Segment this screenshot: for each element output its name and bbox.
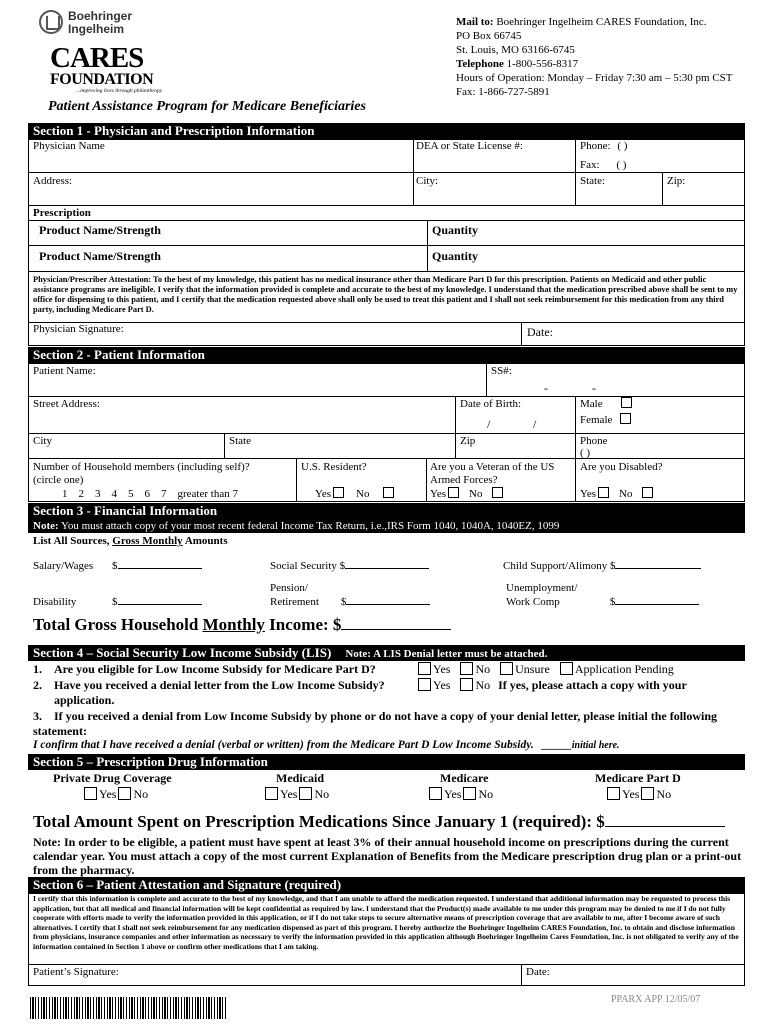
medicare-yes-checkbox[interactable] [429, 787, 442, 800]
veteran-yes-checkbox[interactable] [448, 487, 459, 498]
mail-to-block [456, 15, 733, 99]
medicare-part-d-options: Yes No [605, 787, 671, 802]
medicaid-yes-checkbox[interactable] [265, 787, 278, 800]
medicare-part-d-label: Medicare Part D [595, 771, 681, 785]
physician-phone-label: Phone: ( ) [580, 140, 628, 152]
section5-header: Section 5 – Prescription Drug Information [28, 754, 745, 770]
patient-name-label: Patient Name: [33, 365, 96, 377]
patient-zip-label: Zip [460, 435, 476, 447]
pension-label-1: Pension/ [270, 582, 308, 594]
q2-yes-checkbox[interactable] [418, 678, 431, 691]
us-resident-label: U.S. Resident? [301, 461, 367, 473]
disabled-options: Yes No [580, 487, 655, 500]
patient-date-label: Date: [526, 966, 550, 978]
section1-header: Section 1 - Physician and Prescription Information [28, 123, 745, 139]
veteran-options: Yes No [430, 487, 505, 500]
company-line2: Ingelheim [68, 22, 125, 36]
lis-question-2-cont: application. [54, 693, 115, 707]
household-members-label: Number of Household members (including self)? [33, 461, 250, 473]
medicare-label: Medicare [440, 771, 489, 785]
us-resident-options: Yes No [315, 487, 396, 500]
ssn-dash-2: - [592, 381, 596, 395]
boehringer-seal-icon [39, 10, 63, 34]
physician-zip-label: Zip: [667, 175, 686, 187]
physician-date-label: Date: [527, 325, 553, 339]
veteran-label-2: Armed Forces? [430, 474, 498, 486]
medicaid-options: Yes No [263, 787, 329, 802]
medicaid-label: Medicaid [276, 771, 324, 785]
quantity-label-1: Quantity [432, 223, 479, 237]
private-yes-checkbox[interactable] [84, 787, 97, 800]
foundation-logo: FOUNDATION [50, 71, 154, 88]
section3-header: Section 3 - Financial Information [28, 503, 745, 519]
physician-signature-label: Physician Signature: [33, 323, 124, 335]
child-support-field[interactable]: Child Support/Alimony $ [503, 560, 701, 572]
disabled-label: Are you Disabled? [580, 461, 663, 473]
logo-tagline: ...improving lives through philanthropy [76, 88, 163, 94]
disability-label: Disability [33, 596, 77, 608]
telephone-number: 1-800-556-8317 [506, 58, 579, 70]
lis-question-1-options: Yes No Unsure Application Pending [416, 662, 674, 677]
mail-city: St. Louis, MO 63166-6745 [456, 44, 575, 56]
physician-fax-label: Fax: ( ) [580, 159, 627, 171]
social-security-field[interactable]: Social Security $ [270, 560, 429, 572]
dea-license-label: DEA or State License #: [416, 140, 523, 152]
lis-confirm-statement[interactable]: I confirm that I have received a denial (verbal or written) from the Medicare Part D Low Income Subsidy. ______initial here. [33, 739, 620, 751]
patient-phone-paren: ( ) [580, 447, 591, 459]
quantity-label-2: Quantity [432, 249, 479, 263]
list-sources-label: List All Sources, Gross Monthly Amounts [33, 535, 228, 547]
female-option: Female [580, 413, 633, 426]
pension-field[interactable]: Retirement $ [270, 596, 430, 608]
salary-wages-label: Salary/Wages [33, 560, 94, 572]
mail-to-org: Boehringer Ingelheim CARES Foundation, Inc. [496, 16, 707, 28]
company-line1: Boehringer [68, 9, 133, 23]
dob-slash-1: / [487, 417, 491, 431]
q1-pending-checkbox[interactable] [560, 662, 573, 675]
dob-label: Date of Birth: [460, 398, 522, 410]
section4-header: Section 4 – Social Security Low Income Subsidy (LIS) Note: A LIS Denial letter must be attached. [28, 645, 745, 661]
lis-question-2-options: Yes No If yes, please attach a copy with your [416, 678, 687, 693]
dob-slash-2: / [533, 417, 537, 431]
barcode-icon [30, 997, 226, 1019]
company-logo [68, 10, 132, 36]
unemployment-field[interactable]: Work Comp $ [506, 596, 699, 608]
partd-no-checkbox[interactable] [641, 787, 654, 800]
patient-signature-label: Patient’s Signature: [33, 966, 119, 978]
male-checkbox[interactable] [621, 397, 632, 408]
resident-yes-checkbox[interactable] [333, 487, 344, 498]
male-option: Male [580, 397, 634, 410]
veteran-label-1: Are you a Veteran of the US [430, 461, 555, 473]
ssn-label: SS#: [491, 365, 512, 377]
lis-question-3: 3. If you received a denial from Low Income Subsidy by phone or do not have a copy of your denial letter, please initial the following statement: [33, 709, 718, 738]
patient-attestation: I certify that this information is complete and accurate to the best of my knowledge, and that I am unable to afford the medication requested. I understand that additional information may be requested to process this application, but that all medical and financial information will be kept confidential as required by law. I understand that the Product(s) made available to me under this program may be denied to me if I do not fully cooperate with efforts made to verify the information provided in this application, or if I do not take steps to secure alternative means of prescription coverage that are available to me, after I become aware of such alternatives. I certify that I shall not seek reimbursement for any medication dispensed as part of this program. I hereby authorize the Boehringer Ingelheim CARES Foundation, Inc. to obtain and disclose information from physicians, insurance companies and other information as necessary to verify the information provided in this application although Boehringer Ingelheim Cares Foundation, Inc. is not obligated to verify any of the information contained in Section 1 above or confirm other medications that I am taking. [33, 894, 739, 951]
mail-to-label: Mail to: [456, 16, 494, 28]
total-spent-field[interactable]: Total Amount Spent on Prescription Medications Since January 1 (required): $ [33, 812, 725, 832]
medicare-no-checkbox[interactable] [463, 787, 476, 800]
section3-note: Note: You must attach copy of your most recent federal Income Tax Return, i.e.,IRS Form 1040, 1040A, 1040EZ, 1099 [28, 519, 745, 533]
private-coverage-options: Yes No [82, 787, 148, 802]
q1-yes-checkbox[interactable] [418, 662, 431, 675]
q1-unsure-checkbox[interactable] [500, 662, 513, 675]
street-address-label: Street Address: [33, 398, 100, 410]
resident-no-checkbox[interactable] [383, 487, 394, 498]
section5-note: Note: In order to be eligible, a patient must have spent at least 3% of their annual household income on prescriptions during the current calendar year. You must attach a copy of the most current Explanation of Benefits from the Medicare prescription drug plan or a print-out from the pharmacy. [33, 835, 742, 877]
veteran-no-checkbox[interactable] [492, 487, 503, 498]
patient-phone-label: Phone [580, 435, 608, 447]
unemployment-label-1: Unemployment/ [506, 582, 578, 594]
disability-field[interactable]: $ [112, 596, 202, 608]
female-checkbox[interactable] [620, 413, 631, 424]
fax-number: Fax: 1-866-727-5891 [456, 86, 550, 98]
salary-wages-field[interactable]: $ [112, 560, 202, 572]
product-name-label-2: Product Name/Strength [39, 249, 161, 263]
total-gross-income-field[interactable]: Total Gross Household Monthly Income: $ [33, 615, 451, 635]
physician-city-label: City: [416, 175, 439, 187]
medicare-options: Yes No [427, 787, 493, 802]
cares-logo: CARES [50, 42, 144, 74]
physician-attestation: Physician/Prescriber Attestation: To the best of my knowledge, this patient has no medical insurance other than Medicare Part D for this prescription. Patients on Medicaid and other public assistance programs are ineligible. I verify that the information provided is complete and accurate to the best of my knowledge. I understand that the medication prescribed above shall be sent to my office for dispensing to this patient, and I certify that the medication requested above shall only be used to treat this patient and I shall not seek reimbursement for this medication from any third party, including Medicare Part D. [33, 275, 738, 314]
physician-state-label: State: [580, 175, 606, 187]
circle-one-label: (circle one) [33, 474, 84, 486]
telephone-label: Telephone [456, 58, 504, 70]
q2-no-checkbox[interactable] [460, 678, 473, 691]
household-count-options[interactable]: 1 2 3 4 5 6 7 greater than 7 [62, 488, 238, 500]
disabled-no-checkbox[interactable] [642, 487, 653, 498]
hours-of-operation: Hours of Operation: Monday – Friday 7:30 am – 5:30 pm CST [456, 72, 733, 84]
private-coverage-label: Private Drug Coverage [53, 771, 172, 785]
section2-header: Section 2 - Patient Information [28, 347, 745, 363]
product-name-label-1: Product Name/Strength [39, 223, 161, 237]
patient-city-label: City [33, 435, 52, 447]
medicaid-no-checkbox[interactable] [299, 787, 312, 800]
section6-header: Section 6 – Patient Attestation and Signature (required) [28, 877, 745, 893]
form-title: Patient Assistance Program for Medicare Beneficiaries [48, 99, 366, 114]
form-code: PPARX APP 12/05/07 [611, 994, 701, 1005]
patient-state-label: State [229, 435, 251, 447]
partd-yes-checkbox[interactable] [607, 787, 620, 800]
disabled-yes-checkbox[interactable] [598, 487, 609, 498]
lis-question-2: 2. Have you received a denial letter from the Low Income Subsidy? [33, 678, 385, 692]
ssn-dash-1: - [544, 381, 548, 395]
prescription-label: Prescription [33, 207, 91, 219]
physician-name-label: Physician Name [33, 140, 105, 152]
lis-question-1: 1. Are you eligible for Low Income Subsidy for Medicare Part D? [33, 662, 376, 676]
q1-no-checkbox[interactable] [460, 662, 473, 675]
private-no-checkbox[interactable] [118, 787, 131, 800]
po-box: PO Box 66745 [456, 30, 522, 42]
physician-address-label: Address: [33, 175, 73, 187]
